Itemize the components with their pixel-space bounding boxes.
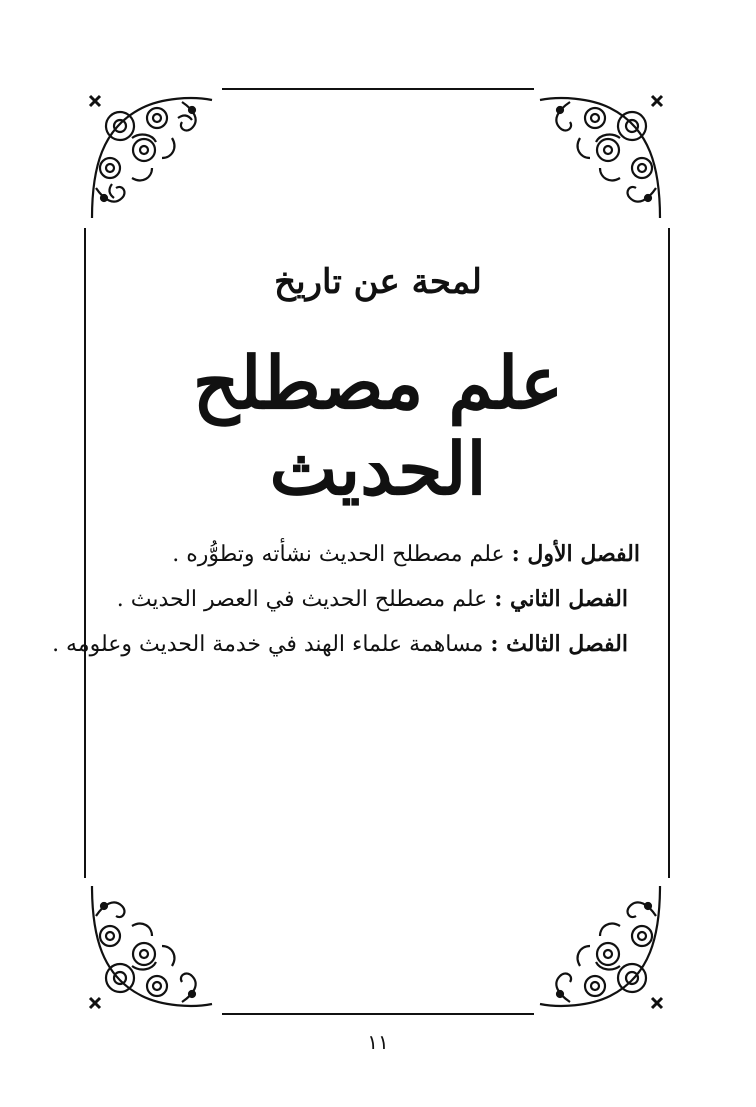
chapter-label: الفصل الثاني :	[494, 586, 628, 612]
ornament-corner-bottom-right	[530, 876, 670, 1016]
chapter-item	[100, 532, 640, 577]
chapter-item	[52, 622, 640, 667]
frame-left-line	[84, 228, 86, 878]
subtitle: لمحة عن تاريخ	[274, 262, 482, 302]
chapter-label: الفصل الأول :	[511, 541, 640, 567]
chapter-text: مساهمة علماء الهند في خدمة الحديث وعلومه .	[52, 632, 484, 657]
page-number: ١١	[367, 1030, 389, 1054]
page-title: علم مصطلح الحديث	[192, 340, 564, 512]
ornament-corner-top-right	[530, 88, 670, 228]
chapter-text: علم مصطلح الحديث نشأته وتطوُّره .	[172, 542, 505, 567]
frame-right-line	[668, 228, 670, 878]
chapter-text: علم مصطلح الحديث في العصر الحديث .	[116, 587, 488, 612]
chapter-item	[100, 577, 640, 622]
frame-bottom-line	[222, 1013, 534, 1015]
ornament-corner-top-left	[82, 88, 222, 228]
frame-top-line	[222, 88, 534, 90]
chapter-list	[52, 532, 640, 667]
chapter-label: الفصل الثالث :	[490, 631, 628, 657]
ornament-corner-bottom-left	[82, 876, 222, 1016]
